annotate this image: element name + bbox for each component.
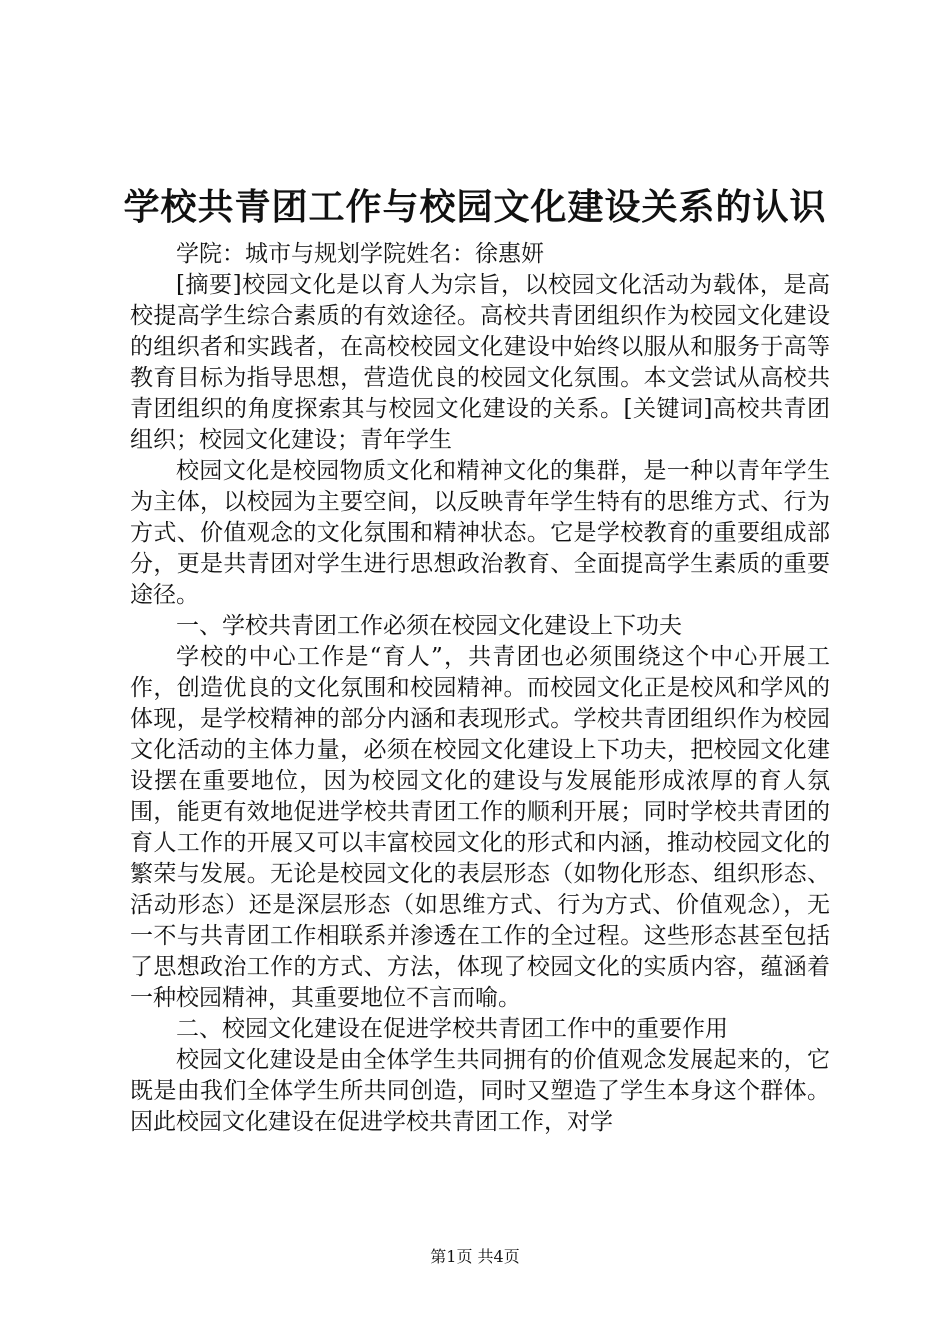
document-title: 学校共青团工作与校园文化建设关系的认识 bbox=[123, 187, 827, 228]
abstract-paragraph: [摘要]校园文化是以育人为宗旨，以校园文化活动为载体，是高校提高学生综合素质的有效途径。高校共青团组织作为校园文化建设的组织者和实践者，在高校校园文化建设中始终以服从和服务于高等教育目标为指导思想，营造优良的校园文化氛围。本文尝试从高校共青团组织的角度探索其与校园文化建设的关系。[关键词]高校共青团组织；校园文化建设；青年学生 bbox=[130, 272, 830, 453]
page-number-footer: 第1页 共4页 bbox=[430, 1247, 520, 1266]
section-heading-1: 一、学校共青团工作必须在校园文化建设上下功夫 bbox=[176, 613, 682, 639]
document-body bbox=[130, 239, 830, 1138]
section-heading-2: 二、校园文化建设在促进学校共青团工作中的重要作用 bbox=[176, 1016, 728, 1042]
body-paragraph: 校园文化是校园物质文化和精神文化的集群，是一种以青年学生为主体，以校园为主要空间，以反映青年学生特有的思维方式、行为方式、价值观念的文化氛围和精神状态。它是学校教育的重要组成部分，更是共青团对学生进行思想政治教育、全面提高学生素质的重要途径。 bbox=[130, 458, 830, 608]
author-line: 学院：城市与规划学院姓名：徐惠妍 bbox=[176, 241, 544, 267]
body-paragraph: 学校的中心工作是“育人”，共青团也必须围绕这个中心开展工作，创造优良的文化氛围和校园精神。而校园文化正是校风和学风的体现，是学校精神的部分内涵和表现形式。学校共青团组织作为校园文化活动的主体力量，必须在校园文化建设上下功夫，把校园文化建设摆在重要地位，因为校园文化的建设与发展能形成浓厚的育人氛围，能更有效地促进学校共青团工作的顺利开展；同时学校共青团的育人工作的开展又可以丰富校园文化的形式和内涵，推动校园文化的繁荣与发展。无论是校园文化的表层形态（如物化形态、组织形态、活动形态）还是深层形态（如思维方式、行为方式、价值观念），无一不与共青团工作相联系并渗透在工作的全过程。这些形态甚至包括了思想政治工作的方式、方法，体现了校园文化的实质内容，蕴涵着一种校园精神，其重要地位不言而喻。 bbox=[130, 644, 830, 1011]
body-paragraph: 校园文化建设是由全体学生共同拥有的价值观念发展起来的，它既是由我们全体学生所共同创造，同时又塑造了学生本身这个群体。因此校园文化建设在促进学校共青团工作，对学 bbox=[130, 1047, 830, 1135]
